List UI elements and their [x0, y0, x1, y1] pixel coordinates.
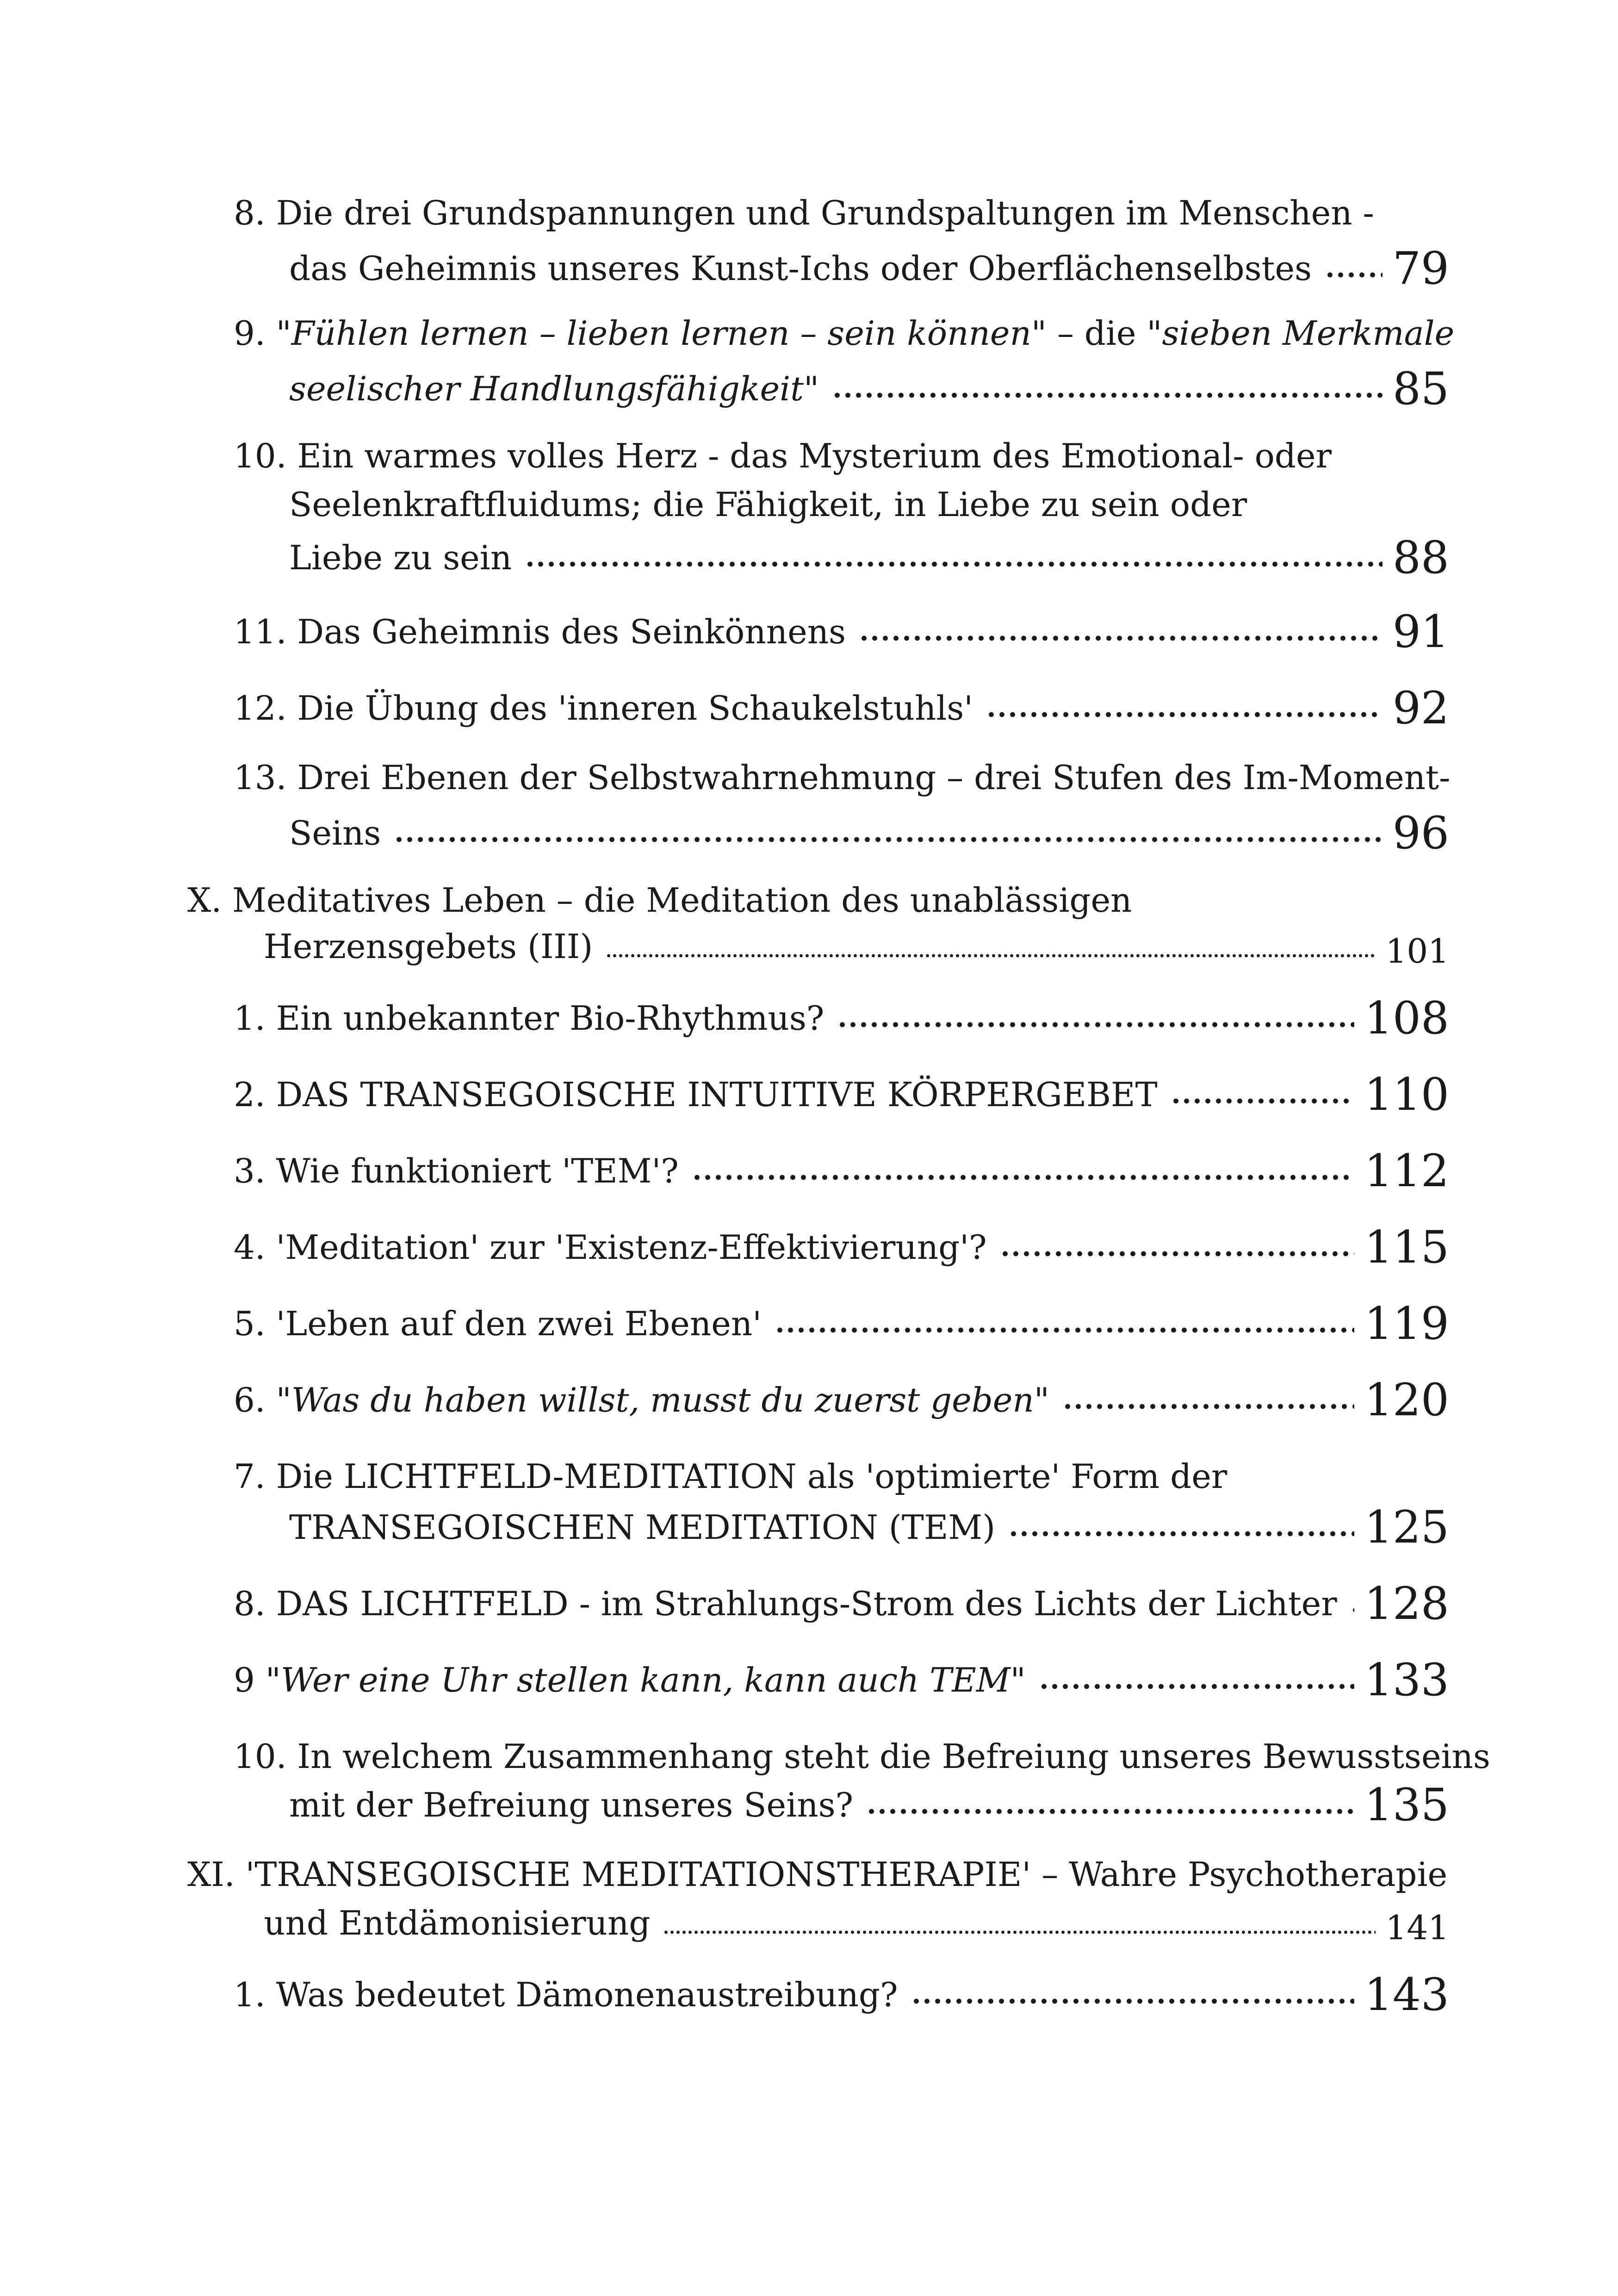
- toc-entry-text: [234, 1972, 898, 2018]
- toc-entry-text-part: 9: [234, 1661, 266, 1699]
- toc-entry-text: [234, 609, 846, 655]
- toc-dot-leader: [692, 1148, 1354, 1194]
- toc-entry-line: [0, 1221, 1618, 1275]
- toc-entry-text: [289, 1782, 853, 1828]
- toc-dot-leader: [1325, 245, 1382, 292]
- toc-entry-text-part: mit der Befreiung unseres Seins?: [289, 1786, 854, 1824]
- toc-entry-italic-text: "Wer eine Uhr stellen kann, kann auch TEM": [265, 1661, 1026, 1699]
- toc-entry-text: [234, 1071, 1158, 1118]
- toc-entry-line: [0, 1374, 1618, 1428]
- toc-entry-text-part: und Entdämonisierung: [264, 1904, 651, 1942]
- toc-dot-leader: [1171, 1071, 1354, 1118]
- toc-entry-italic-text: seelischer Handlungsfähigkeit": [289, 369, 819, 408]
- toc-page-number: 96: [1392, 807, 1449, 859]
- toc-page-number: 128: [1364, 1578, 1449, 1630]
- toc-dot-leader: [837, 995, 1354, 1041]
- toc-dot-leader: [859, 609, 1382, 655]
- toc-entry-text-part: 10. In welchem Zusammenhang steht die Befreiung unseres Bewusstseins: [234, 1737, 1490, 1776]
- toc-entry-line: [0, 682, 1618, 736]
- toc-dot-leader: [1039, 1657, 1354, 1703]
- toc-entry-line: [0, 1733, 1618, 1784]
- toc-entry-line: [0, 1071, 1618, 1122]
- toc-dot-leader: [775, 1300, 1354, 1347]
- toc-entry-text: [289, 810, 381, 856]
- toc-page-number: 88: [1392, 532, 1449, 584]
- toc-entry-line: [0, 481, 1618, 532]
- toc-page-number: 135: [1364, 1779, 1449, 1831]
- toc-entry-line: [0, 1779, 1618, 1833]
- toc-entry-text: [187, 877, 1132, 923]
- toc-entry-text-part: 9.: [234, 314, 276, 353]
- toc-entry-line: [0, 1501, 1618, 1555]
- toc-entry-text: [289, 481, 1247, 528]
- toc-dot-leader: [606, 923, 1376, 970]
- toc-entry-line: [0, 1300, 1618, 1351]
- toc-entry-line: [0, 923, 1618, 974]
- toc-entry-text-part: das Geheimnis unseres Kunst-Ichs oder Oberflächenselbstes: [289, 249, 1312, 288]
- toc-entry-line: [0, 433, 1618, 484]
- toc-entry-text: [234, 1148, 679, 1194]
- toc-dot-leader: [866, 1782, 1354, 1828]
- toc-entry-text-part: 5. 'Leben auf den zwei Ebenen': [234, 1304, 762, 1343]
- toc-entry-line: [0, 1851, 1618, 1902]
- toc-page-number: 120: [1364, 1374, 1449, 1426]
- toc-entry-text: [234, 1300, 762, 1347]
- toc-dot-leader: [663, 1900, 1376, 1946]
- toc-entry-text-part: 1. Was bedeutet Dämonenaustreibung?: [234, 1975, 898, 2014]
- toc-page-number: 115: [1364, 1221, 1449, 1273]
- toc-entry-text: [187, 1851, 1447, 1898]
- toc-page-number: 119: [1364, 1298, 1449, 1350]
- toc-entry-text-part: 2. DAS TRANSEGOISCHE INTUITIVE KÖRPERGEBET: [234, 1075, 1158, 1114]
- toc-entry-text-part: 4. 'Meditation' zur 'Existenz-Effektivierung'?: [234, 1228, 987, 1267]
- toc-entry-text: [234, 1733, 1490, 1780]
- toc-dot-leader: [1062, 1377, 1354, 1423]
- toc-page-number: 85: [1392, 363, 1449, 415]
- toc-entry-text: [234, 433, 1332, 479]
- toc-entry-text-part: 3. Wie funktioniert 'TEM'?: [234, 1151, 679, 1190]
- toc-entry-text: [289, 366, 819, 412]
- toc-entry-text: [264, 1900, 650, 1946]
- toc-entry-text-part: 13. Drei Ebenen der Selbstwahrnehmung – drei Stufen des Im-Moment-: [234, 758, 1451, 797]
- toc-entry-text-part: Herzensgebets (III): [264, 927, 593, 966]
- toc-entry-line: [0, 532, 1618, 585]
- toc-page-number: 92: [1392, 682, 1449, 734]
- toc-page-number: 101: [1385, 932, 1449, 971]
- toc-entry-italic-text: "Fühlen lernen – lieben lernen – sein können": [276, 314, 1047, 353]
- toc-dot-leader: [394, 810, 1382, 856]
- toc-entry-text: [234, 190, 1374, 236]
- toc-entry-line: [0, 1145, 1618, 1199]
- toc-entry-text-part: Seins: [289, 814, 381, 852]
- toc-entry-text-part: 7. Die LICHTFELD-MEDITATION als 'optimierte' Form der: [234, 1457, 1227, 1496]
- toc-page-number: 112: [1364, 1145, 1449, 1197]
- toc-entry-italic-text: "sieben Merkmale: [1147, 314, 1455, 353]
- toc-entry-text: [289, 1504, 995, 1550]
- toc-page-number: 108: [1364, 992, 1449, 1044]
- toc-entry-text: [234, 995, 824, 1041]
- toc-dot-leader: [832, 366, 1382, 412]
- toc-entry-text: [234, 1224, 987, 1270]
- toc-page-number: 79: [1392, 243, 1449, 294]
- toc-entry-text: [234, 310, 1454, 356]
- toc-page-number: 91: [1392, 606, 1449, 658]
- toc-dot-leader: [1008, 1504, 1354, 1550]
- toc-entry-line: [0, 363, 1618, 417]
- toc-entry-line: [0, 245, 1618, 296]
- toc-entry-text-part: 8. Die drei Grundspannungen und Grundspaltungen im Menschen -: [234, 193, 1374, 232]
- toc-entry-text: [289, 245, 1312, 292]
- toc-entry-text-part: 10. Ein warmes volles Herz - das Mysterium des Emotional- oder: [234, 436, 1332, 475]
- toc-page-number: 125: [1364, 1501, 1449, 1553]
- toc-entry-text-part: 6.: [234, 1381, 276, 1419]
- toc-entry-text: [289, 535, 512, 581]
- toc-entry-line: [0, 1654, 1618, 1708]
- toc-entry-text-part: 12. Die Übung des 'inneren Schaukelstuhls': [234, 689, 973, 728]
- toc-entry-line: [0, 754, 1618, 805]
- toc-entry-text: [234, 685, 973, 731]
- toc-entry-text-part: X. Meditatives Leben – die Meditation des unablässigen: [187, 881, 1132, 920]
- toc-entry-text: [234, 1453, 1227, 1500]
- toc-entry-line: [0, 1453, 1618, 1504]
- toc-entry-text-part: 1. Ein unbekannter Bio-Rhythmus?: [234, 999, 824, 1038]
- toc-entry-line: [0, 1580, 1618, 1631]
- toc-entry-text-part: – die: [1046, 314, 1147, 353]
- toc-entry-text-part: 8. DAS LICHTFELD - im Strahlungs-Strom des Lichts der Lichter: [234, 1584, 1337, 1623]
- toc-entry-text-part: 11. Das Geheimnis des Seinkönnens: [234, 612, 846, 651]
- toc-entry-text: [234, 1377, 1049, 1423]
- toc-dot-leader: [1350, 1580, 1354, 1627]
- toc-entry-line: [0, 992, 1618, 1046]
- toc-dot-leader: [525, 535, 1382, 581]
- toc-entry-italic-text: "Was du haben willst, musst du zuerst geben": [276, 1381, 1049, 1419]
- toc-entry-line: [0, 1900, 1618, 1951]
- toc-dot-leader: [911, 1972, 1354, 2018]
- toc-entry-line: [0, 190, 1618, 241]
- toc-page-number: 143: [1364, 1969, 1449, 2021]
- toc-entry-text-part: Seelenkraftfluidums; die Fähigkeit, in Liebe zu sein oder: [289, 485, 1247, 524]
- toc-entry-line: [0, 877, 1618, 928]
- toc-entry-line: [0, 1969, 1618, 2022]
- toc-dot-leader: [1000, 1224, 1354, 1270]
- toc-entry-text: [234, 1657, 1026, 1703]
- toc-entry-text: [234, 1580, 1337, 1627]
- toc-entry-line: [0, 807, 1618, 861]
- toc-entry-text-part: XI. 'TRANSEGOISCHE MEDITATIONSTHERAPIE' – Wahre Psychotherapie: [187, 1855, 1448, 1894]
- toc-page-number: 110: [1364, 1069, 1449, 1120]
- toc-page-number: 141: [1385, 1908, 1449, 1947]
- toc-entry-text-part: TRANSEGOISCHEN MEDITATION (TEM): [289, 1508, 996, 1547]
- toc-entry-line: [0, 310, 1618, 361]
- toc-entry-text: [264, 923, 593, 970]
- toc-entry-text-part: Liebe zu sein: [289, 538, 512, 577]
- toc-page-number: 133: [1364, 1654, 1449, 1706]
- toc-dot-leader: [986, 685, 1382, 731]
- toc-entry-line: [0, 606, 1618, 660]
- toc-entry-text: [234, 754, 1450, 801]
